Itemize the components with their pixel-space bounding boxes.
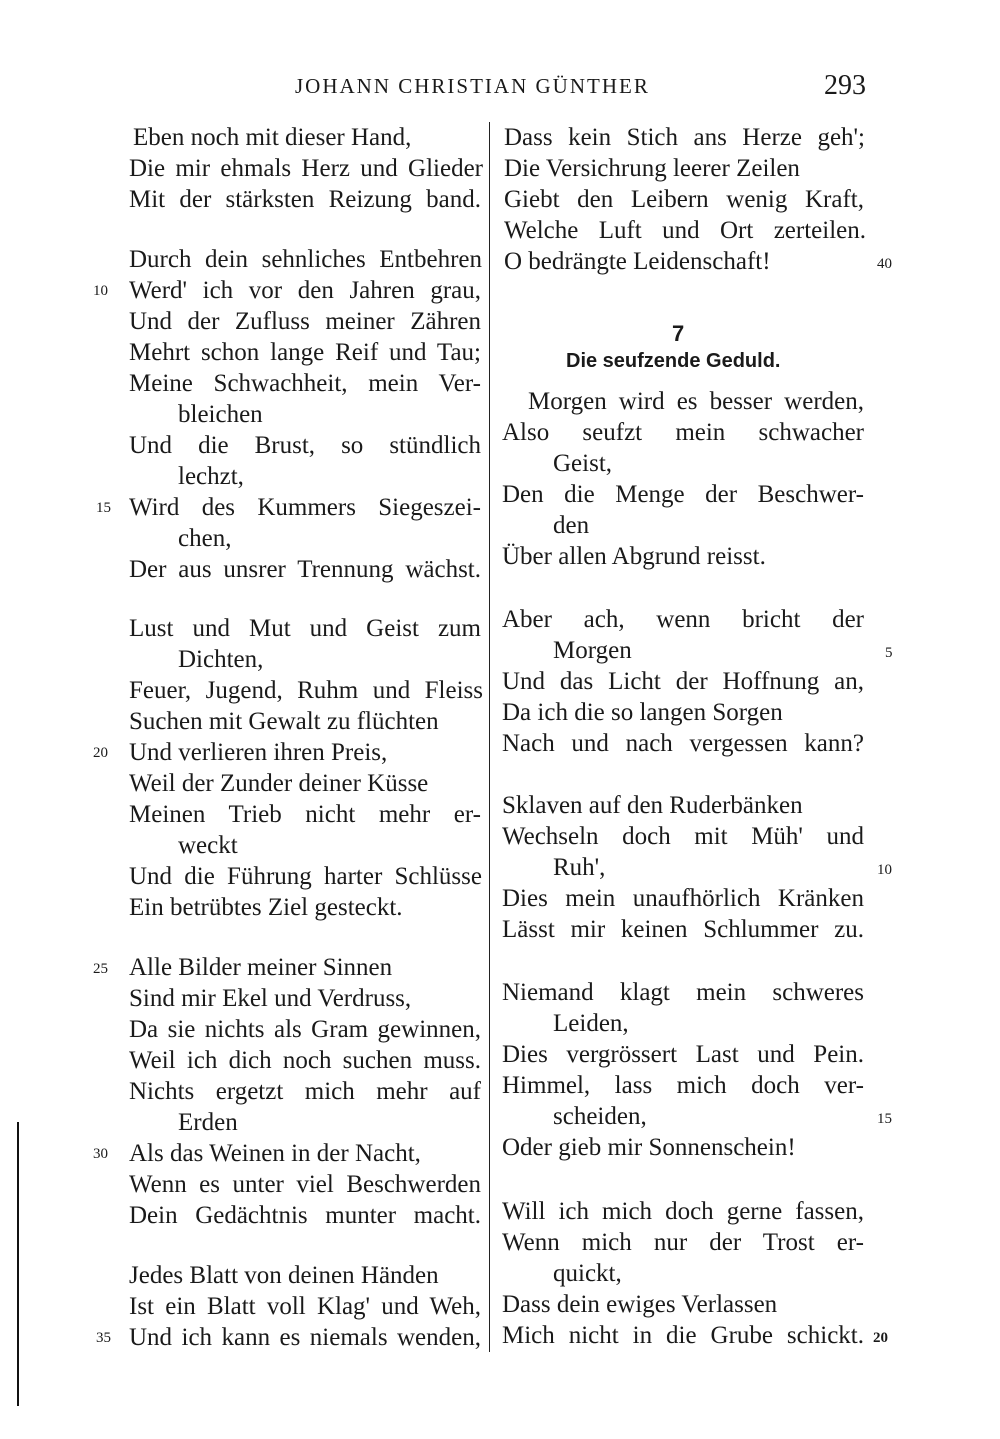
- line-number: 15: [877, 1111, 892, 1127]
- poem-line: Meine Schwachheit, mein Ver-: [129, 370, 481, 397]
- poem-line: Ist ein Blatt voll Klag' und Weh,: [129, 1293, 481, 1320]
- poem-line: Die mir ehmals Herz und Glieder: [129, 155, 483, 182]
- poem-line: Mich nicht in die Grube schickt.: [502, 1322, 864, 1349]
- poem-line: Und der Zufluss meiner Zähren: [129, 308, 481, 335]
- poem-line: Dein Gedächtnis munter macht.: [129, 1202, 481, 1229]
- poem-line: Eben noch mit dieser Hand,: [133, 124, 412, 151]
- poem-line: Und das Licht der Hoffnung an,: [502, 668, 864, 695]
- line-number: 40: [877, 256, 892, 272]
- poem-line: Weil ich dich noch suchen muss.: [129, 1047, 481, 1074]
- page-number: 293: [824, 70, 866, 101]
- poem-line: Als das Weinen in der Nacht,: [129, 1140, 421, 1167]
- poem-line: Über allen Abgrund reisst.: [502, 543, 766, 570]
- poem-line: Den die Menge der Beschwer-: [502, 481, 864, 508]
- poem-line: Will ich mich doch gerne fassen,: [502, 1198, 864, 1225]
- line-number: 20: [93, 745, 108, 761]
- poem-line: Wird des Kummers Siegeszei-: [129, 494, 481, 521]
- poem-line: Suchen mit Gewalt zu flüchten: [129, 708, 439, 735]
- poem-line: Also seufzt mein schwacher: [502, 419, 864, 446]
- poem-line: Aber ach, wenn bricht der: [502, 606, 864, 633]
- poem-line: Mehrt schon lange Reif und Tau;: [129, 339, 481, 366]
- poem-line: Oder gieb mir Sonnenschein!: [502, 1134, 796, 1161]
- poem-line: Und ich kann es niemals wenden,: [129, 1324, 481, 1351]
- poem-line: O bedrängte Leidenschaft!: [504, 248, 771, 275]
- poem-line: Dies vergrössert Last und Pein.: [502, 1041, 864, 1068]
- poem-line: Himmel, lass mich doch ver-: [502, 1072, 864, 1099]
- poem-line: Morgen wird es besser werden,: [528, 388, 864, 415]
- poem-line: Lässt mir keinen Schlummer zu.: [502, 916, 864, 943]
- poem-line: Alle Bilder meiner Sinnen: [129, 954, 393, 981]
- poem-line: Wenn mich nur der Trost er-: [502, 1229, 864, 1256]
- poem-line: Dass kein Stich ans Herze geh';: [504, 124, 865, 151]
- scan-edge-mark: [17, 1122, 19, 1406]
- poem-line: Lust und Mut und Geist zum: [129, 615, 481, 642]
- poem-line: Und die Brust, so stündlich: [129, 432, 481, 459]
- line-number: 35: [96, 1330, 111, 1346]
- poem-line: Der aus unsrer Trennung wächst.: [129, 556, 481, 583]
- poem-line: Wenn es unter viel Beschwerden: [129, 1171, 481, 1198]
- poem-line: Giebt den Leibern wenig Kraft,: [504, 186, 864, 213]
- poem-line: Und die Führung harter Schlüsse: [129, 863, 482, 890]
- poem-line: Da sie nichts als Gram gewinnen,: [129, 1016, 481, 1043]
- running-head-title: JOHANN CHRISTIAN GÜNTHER: [295, 74, 650, 98]
- line-number: 20: [873, 1330, 888, 1346]
- poem-line: Jedes Blatt von deinen Händen: [129, 1262, 439, 1289]
- poem-line-continuation: den: [553, 512, 590, 539]
- poem-line-continuation: chen,: [178, 525, 232, 552]
- column-divider: [489, 122, 490, 1352]
- section-number: 7: [672, 321, 685, 346]
- poem-line: Niemand klagt mein schweres: [502, 979, 864, 1006]
- line-number: 5: [885, 645, 893, 661]
- poem-line: Nach und nach vergessen kann?: [502, 730, 864, 757]
- poem-line-continuation: Morgen: [553, 637, 632, 664]
- poem-line-continuation: quickt,: [553, 1260, 622, 1287]
- poem-line: Werd' ich vor den Jahren grau,: [129, 277, 481, 304]
- poem-line-continuation: Leiden,: [553, 1010, 629, 1037]
- poem-line: Wechseln doch mit Müh' und: [502, 823, 864, 850]
- poem-line-continuation: Ruh',: [553, 854, 606, 881]
- poem-line: Meinen Trieb nicht mehr er-: [129, 801, 481, 828]
- poem-line-continuation: Geist,: [553, 450, 613, 477]
- poem-line-continuation: Dichten,: [178, 646, 264, 673]
- line-number: 10: [93, 283, 108, 299]
- line-number: 15: [96, 500, 111, 516]
- poem-line-continuation: Erden: [178, 1109, 238, 1136]
- line-number: 30: [93, 1146, 108, 1162]
- poem-line: Weil der Zunder deiner Küsse: [129, 770, 429, 797]
- poem-line-continuation: bleichen: [178, 401, 263, 428]
- poem-line: Sklaven auf den Ruderbänken: [502, 792, 803, 819]
- poem-line: Die Versichrung leerer Zeilen: [504, 155, 800, 182]
- poem-line: Durch dein sehnliches Entbehren: [129, 246, 482, 273]
- poem-line: Welche Luft und Ort zerteilen.: [504, 217, 866, 244]
- poem-line-continuation: weckt: [178, 832, 238, 859]
- poem-line: Dies mein unaufhörlich Kränken: [502, 885, 864, 912]
- poem-line-continuation: lechzt,: [178, 463, 244, 490]
- line-number: 10: [877, 862, 892, 878]
- poem-title: Die seufzende Geduld.: [566, 350, 781, 372]
- poem-line: Da ich die so langen Sorgen: [502, 699, 783, 726]
- poem-line: Und verlieren ihren Preis,: [129, 739, 388, 766]
- poem-line: Feuer, Jugend, Ruhm und Fleiss: [129, 677, 483, 704]
- poem-line: Dass dein ewiges Verlassen: [502, 1291, 778, 1318]
- poem-line-continuation: scheiden,: [553, 1103, 647, 1130]
- poem-line: Mit der stärksten Reizung band.: [129, 186, 481, 213]
- poem-line: Ein betrübtes Ziel gesteckt.: [129, 894, 403, 921]
- poem-line: Nichts ergetzt mich mehr auf: [129, 1078, 481, 1105]
- poem-line: Sind mir Ekel und Verdruss,: [129, 985, 412, 1012]
- line-number: 25: [93, 961, 108, 977]
